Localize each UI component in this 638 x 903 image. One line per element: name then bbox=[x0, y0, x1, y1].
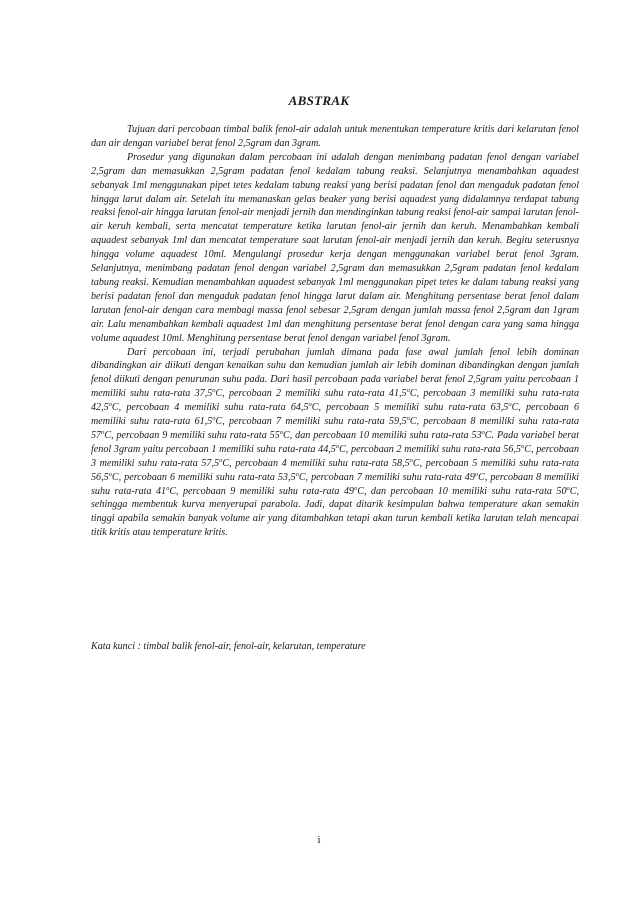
degree-mark: o bbox=[406, 415, 410, 423]
degree-mark: o bbox=[520, 442, 525, 450]
degree-mark: o bbox=[481, 428, 485, 436]
degree-mark: o bbox=[108, 401, 112, 409]
keywords-line: Kata kunci : timbal balik fenol-air, fenol-air, kelarutan, temperature bbox=[91, 641, 366, 652]
abstract-paragraph-procedure: Prosedur yang digunakan dalam percobaan ini adalah dengan menimbang padatan fenol dengan variabel 2,5gram dan memasukkan 2,5gram padatan fenol kedalam tabung reaksi. Selanjutnya menambahkan aquadest sebanyak 1ml menggunakan pipet tetes kedalam tabung reaksi yang berisi padatan fenol dan mengaduk padatan fenol hingga larut dalam air. Setelah itu memanaskan gelas beaker yang berisi aquadest yang didalamnya terdapat tabung reaksi fenol-air hingga larutan fenol-air menjadi jernih dan mendinginkan tabung reaksi fenol-air sampai larutan fenol-air keruh kembali, serta mencatat temperature ketika larutan fenol-air jernih dan keruh. Menambahkan kembali aquadest sebanyak 1ml dan mencatat temperature saat larutan fenol-air menjadi jernih dan keruh. Begitu seterusnya hingga volume aquadest 10ml. Mengulangi prosedur kerja dengan menggunakan variabel berat fenol 3gram. Selanjutnya, menimbang padatan fenol dengan variabel 2,5gram dan memasukkan 2,5gram padatan fenol kedalam tabung reaksi. Kemudian menambahkan aquadest sebanyak 1ml menggunakan pipet tetes ke dalam tabung reaksi yang berisi padatan fenol dan mengaduk padatan fenol hingga larut dalam air. Menghitung persentase berat fenol dalam larutan fenol-air dengan cara membagi massa fenol sebesar 2,5gram dengan jumlah massa fenol 2,5gram dan 1gram air. Lalu menambahkan kembali aquadest 1ml dan menghitung persentase berat fenol dengan cara yang sama hingga volume aquadest 10ml. Menghitung persentase berat fenol dengan variabel fenol 3gram. bbox=[91, 151, 579, 344]
degree-mark: o bbox=[353, 484, 358, 492]
degree-mark: o bbox=[308, 401, 312, 409]
degree-mark: o bbox=[212, 415, 216, 423]
degree-mark: o bbox=[406, 387, 410, 395]
degree-mark: o bbox=[295, 470, 299, 478]
degree-mark: o bbox=[508, 401, 512, 409]
degree-mark: o bbox=[279, 428, 284, 436]
degree-mark: o bbox=[335, 442, 340, 450]
degree-mark: o bbox=[219, 456, 223, 464]
abstract-title: ABSTRAK bbox=[288, 93, 350, 108]
abstract-paragraph-results: Dari percobaan ini, terjadi perubahan jumlah dimana pada fase awal jumlah fenol lebih dominan dibandingkan air diikuti dengan kenaikan suhu dan kemudian jumlah air lebih dominan dibandingkan dengan jumlah fenol diikuti dengan penurunan suhu pada. Dari hasil percobaan pada variabel berat fenol 2,5gram yaitu percobaan 1 memiliki suhu rata-rata 37,5$^o$C, percobaan 2 memiliki suhu rata-rata 41,5$^o$C, percobaan 3 memiliki suhu rata-rata 42,5$^o$C, percobaan 4 memiliki suhu rata-rata 64,5$^o$C, percobaan 5 memiliki suhu rata-rata 63,5$^o$C, percobaan 6 memiliki suhu rata-rata 61,5$^o$C, percobaan 7 memiliki suhu rata-rata 59,5$^o$C, percobaan 8 memiliki suhu rata-rata 57$^o$C, percobaan 9 memiliki suhu rata-rata 55$^o$C, dan percobaan 10 memiliki suhu rata-rata 53$^o$C. Pada variabel berat fenol 3gram yaitu percobaan 1 memiliki suhu rata-rata 44,5$^o$C, percobaan 2 memiliki suhu rata-rata 56,5$^o$C, percobaan 3 memiliki suhu rata-rata 57,5$^o$C, percobaan 4 memiliki suhu rata-rata 58,5$^o$C, percobaan 5 memiliki suhu rata-rata 56,5$^o$C, percobaan 6 memiliki suhu rata-rata 53,5$^o$C, percobaan 7 memiliki suhu rata-rata 49$^o$C, percobaan 8 memiliki suhu rata-rata 41$^o$C, percobaan 9 memiliki suhu rata-rata 49$^o$C, dan percobaan 10 memiliki suhu rata-rata 50$^o$C, sehingga membentuk kurva menyerupai parabola. Jadi, dapat ditarik kesimpulan bahwa temperature akan semakin tinggi apabila semakin banyak volume air yang ditambahkan tetapi akan turun kembali ketika larutan telah mencapai titik kritis atau temperature kritis. bbox=[91, 346, 580, 539]
abstract-body bbox=[91, 123, 579, 540]
degree-mark: o bbox=[101, 428, 105, 436]
degree-mark: o bbox=[166, 484, 170, 492]
degree-mark: o bbox=[409, 456, 413, 464]
degree-mark: o bbox=[108, 470, 112, 478]
degree-mark: o bbox=[474, 470, 479, 478]
abstract-paragraph-objective: Tujuan dari percobaan timbal balik fenol-air adalah untuk menentukan temperature kritis dari kelarutan fenol dan air dengan variabel berat fenol 2,5gram dan 3gram. bbox=[91, 124, 579, 149]
page-number: i bbox=[317, 834, 321, 846]
degree-mark: o bbox=[212, 387, 216, 395]
degree-mark: o bbox=[566, 484, 570, 492]
